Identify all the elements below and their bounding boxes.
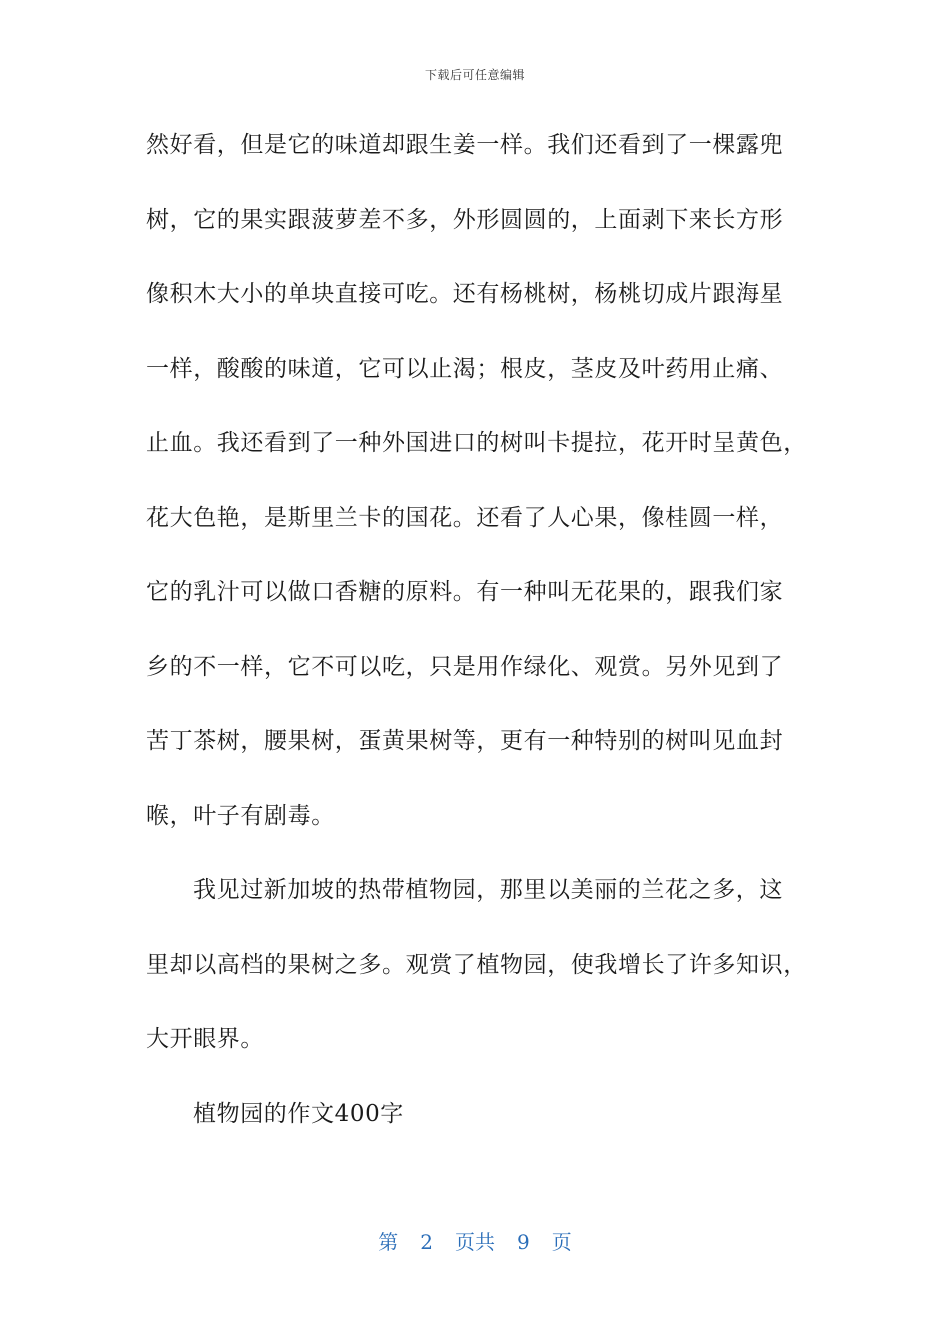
paragraph-line: 我见过新加坡的热带植物园，那里以美丽的兰花之多，这 xyxy=(193,877,783,903)
paragraph-line: 像积木大小的单块直接可吃。还有杨桃树，杨桃切成片跟海星 xyxy=(146,281,784,307)
paragraph-line: 里却以高档的果树之多。观赏了植物园，使我增长了许多知识， xyxy=(146,951,807,978)
page-footer xyxy=(0,1226,950,1255)
paragraph-line: 苦丁茶树，腰果树，蛋黄果树等，更有一种特别的树叫见血封 xyxy=(146,728,784,754)
section-title: 植物园的作文400字 xyxy=(193,1100,404,1127)
footer-middle: 页共 xyxy=(455,1230,495,1254)
paragraph-line: 它的乳汁可以做口香糖的原料。有一种叫无花果的，跟我们家 xyxy=(146,579,784,605)
footer-suffix: 页 xyxy=(551,1230,572,1254)
paragraph-line: 一样，酸酸的味道，它可以止渴；根皮，茎皮及叶药用止痛、 xyxy=(146,355,784,382)
footer-prefix: 第 xyxy=(378,1230,399,1254)
document-body xyxy=(146,122,811,1165)
paragraph-line: 然好看，但是它的味道却跟生姜一样。我们还看到了一棵露兜 xyxy=(146,132,784,158)
paragraph-line: 止血。我还看到了一种外国进口的树叫卡提拉，花开时呈黄色， xyxy=(146,430,807,456)
paragraph-line: 花大色艳，是斯里兰卡的国花。还看了人心果，像桂圆一样， xyxy=(146,504,784,531)
footer-total-pages: 9 xyxy=(517,1230,530,1254)
page-header: 下载后可任意编辑 xyxy=(424,68,525,82)
footer-page-number: 2 xyxy=(420,1230,433,1254)
paragraph-line: 乡的不一样，它不可以吃，只是用作绿化、观赏。另外见到了 xyxy=(146,653,784,680)
paragraph-line: 喉，叶子有剧毒。 xyxy=(146,802,335,829)
paragraph-line: 树，它的果实跟菠萝差不多，外形圆圆的，上面剥下来长方形 xyxy=(146,206,784,233)
paragraph-line: 大开眼界。 xyxy=(146,1026,264,1052)
